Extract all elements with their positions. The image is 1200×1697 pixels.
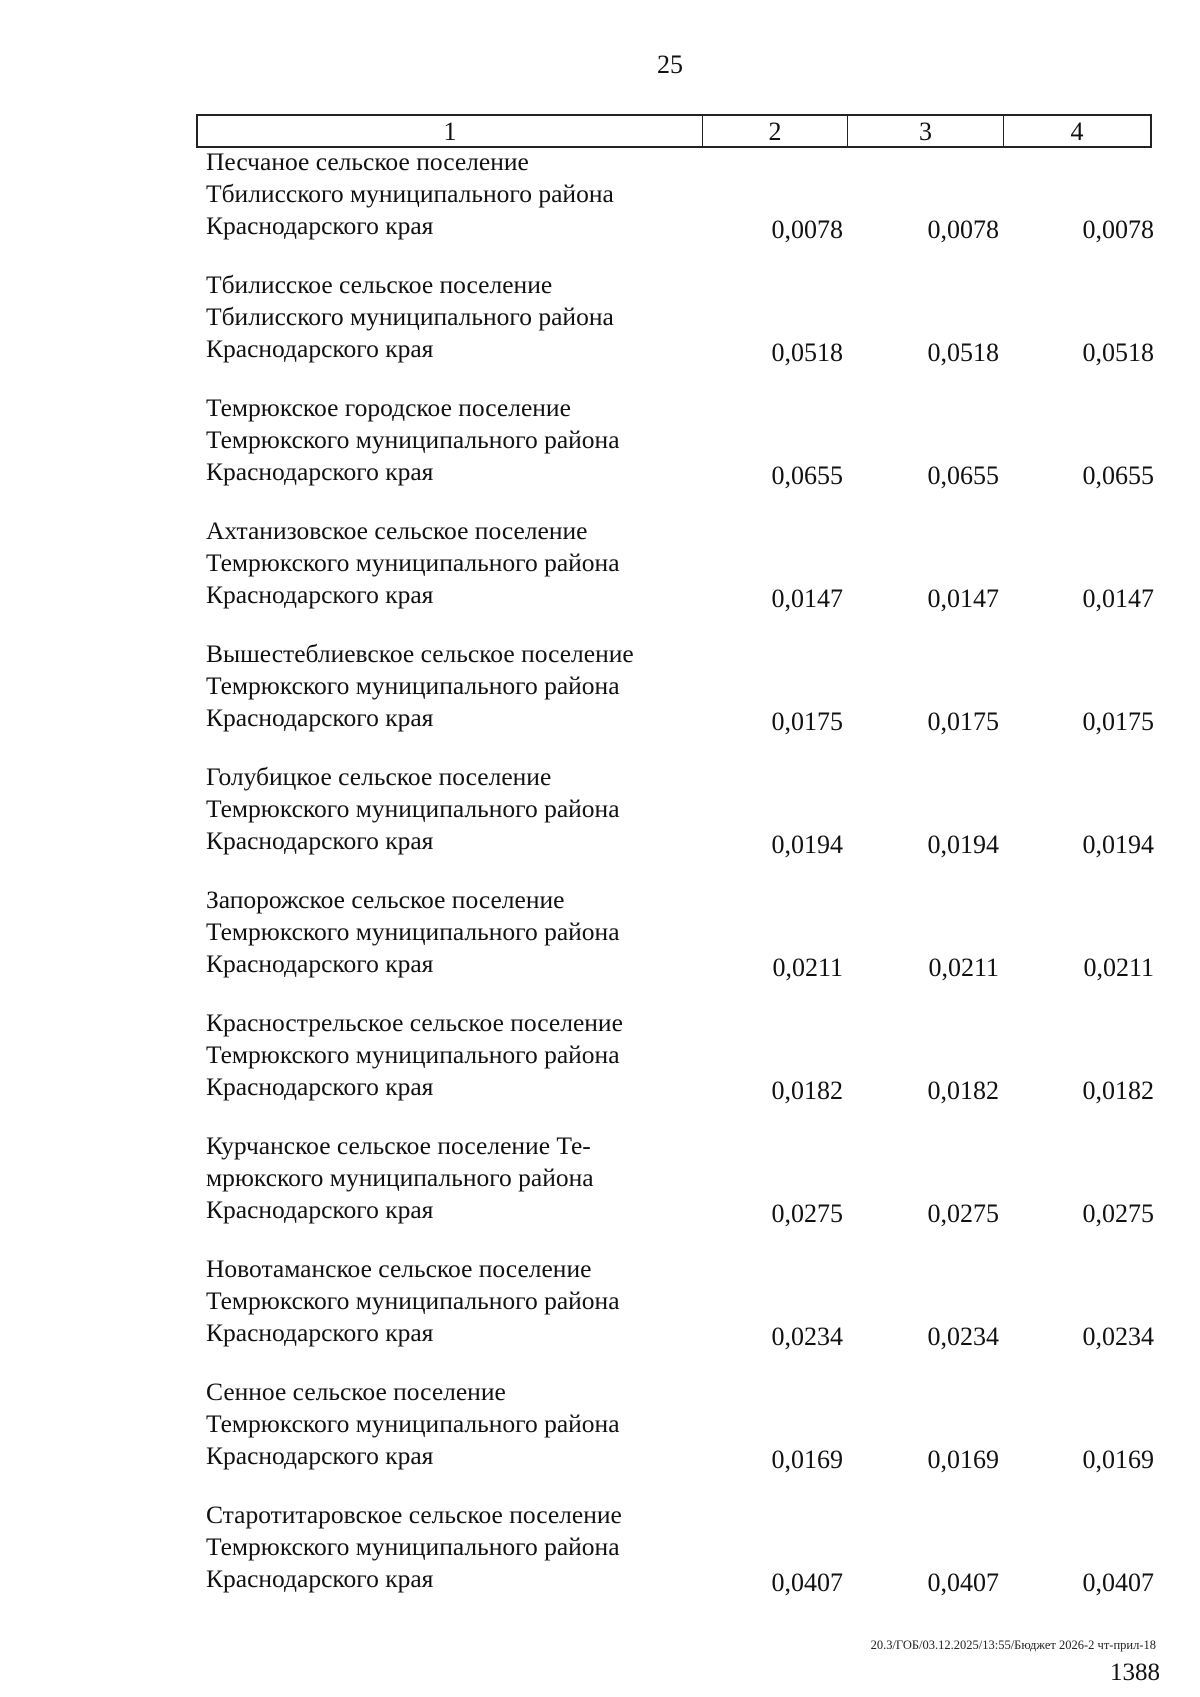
municipality-name-line: Темрюкского муниципального района [206, 1286, 620, 1315]
value-column-2: 0,0234 [771, 1322, 843, 1351]
value-column-2: 0,0211 [772, 953, 843, 982]
value-column-4: 0,0211 [1083, 953, 1154, 982]
value-column-2: 0,0078 [771, 215, 843, 244]
municipality-name-line: Краснодарского края [206, 211, 434, 240]
value-column-3: 0,0518 [927, 338, 999, 367]
municipality-name-line: Темрюкского муниципального района [206, 1409, 620, 1438]
municipality-name-line: Ахтанизовское сельское поселение [206, 516, 588, 545]
municipality-name-line: Темрюкского муниципального района [206, 794, 620, 823]
value-column-4: 0,0518 [1082, 338, 1154, 367]
value-column-4: 0,0407 [1082, 1568, 1154, 1597]
municipality-name-line: Краснодарского края [206, 580, 434, 609]
table-row [206, 1499, 1156, 1622]
municipality-name [206, 269, 706, 365]
value-column-3: 0,0194 [927, 830, 999, 859]
value-column-3: 0,0078 [927, 215, 999, 244]
municipality-name-line: Песчаное сельское поселение [206, 147, 529, 176]
value-column-4: 0,0078 [1082, 215, 1154, 244]
table-header [196, 114, 1152, 148]
value-column-3: 0,0407 [927, 1568, 999, 1597]
table-row [206, 515, 1156, 638]
table-row [206, 1253, 1156, 1376]
header-cell-3: 3 [848, 116, 1004, 146]
municipality-name-line: Краснодарского края [206, 949, 434, 978]
value-column-2: 0,0518 [771, 338, 843, 367]
municipality-name-line: Краснодарского края [206, 1072, 434, 1101]
value-column-2: 0,0182 [771, 1076, 843, 1105]
municipality-name-line: Краснодарского края [206, 457, 434, 486]
municipality-name-line: Тбилисское сельское поселение [206, 270, 553, 299]
value-column-4: 0,0194 [1082, 830, 1154, 859]
value-column-2: 0,0194 [771, 830, 843, 859]
municipality-name-line: Запорожское сельское поселение [206, 885, 565, 914]
value-column-3: 0,0182 [927, 1076, 999, 1105]
municipality-name-line: Краснострельское сельское поселение [206, 1008, 623, 1037]
municipality-name [206, 761, 706, 857]
municipality-name-line: Краснодарского края [206, 1195, 434, 1224]
municipality-name-line: Темрюкское городское поселение [206, 393, 571, 422]
municipality-name [206, 392, 706, 488]
value-column-2: 0,0169 [771, 1445, 843, 1474]
municipality-name-line: Тбилисского муниципального района [206, 179, 614, 208]
value-column-3: 0,0175 [927, 707, 999, 736]
municipality-name-line: Темрюкского муниципального района [206, 425, 620, 454]
page-number: 25 [657, 50, 683, 79]
municipality-name-line: Краснодарского края [206, 1318, 434, 1347]
value-column-3: 0,0234 [927, 1322, 999, 1351]
value-column-3: 0,0655 [927, 461, 999, 490]
municipality-name [206, 515, 706, 611]
municipality-name-line: Темрюкского муниципального района [206, 671, 620, 700]
municipality-name-line: Краснодарского края [206, 826, 434, 855]
municipality-name [206, 638, 706, 734]
document-code: 20.3/ГОБ/03.12.2025/13:55/Бюджет 2026-2 чт-прил-18 [870, 1638, 1156, 1652]
municipality-name [206, 1376, 706, 1472]
municipality-name [206, 1007, 706, 1103]
municipality-name-line: Сенное сельское поселение [206, 1377, 506, 1406]
value-column-2: 0,0175 [771, 707, 843, 736]
municipality-name-line: Темрюкского муниципального района [206, 917, 620, 946]
municipality-name-line: Темрюкского муниципального района [206, 1040, 620, 1069]
table-row [206, 1130, 1156, 1253]
municipality-name-line: Старотитаровское сельское поселение [206, 1500, 622, 1529]
municipality-name-line: Курчанское сельское поселение Те- [206, 1131, 591, 1160]
value-column-3: 0,0147 [927, 584, 999, 613]
municipality-name-line: Темрюкского муниципального района [206, 548, 620, 577]
header-cell-1: 1 [198, 116, 703, 146]
value-column-2: 0,0147 [771, 584, 843, 613]
table-row [206, 884, 1156, 1007]
header-cell-4: 4 [1070, 117, 1084, 146]
value-column-3: 0,0275 [927, 1199, 999, 1228]
value-column-2: 0,0275 [771, 1199, 843, 1228]
value-column-4: 0,0175 [1082, 707, 1154, 736]
municipality-name-line: Голубицкое сельское поселение [206, 762, 552, 791]
municipality-name [206, 884, 706, 980]
value-column-4: 0,0275 [1082, 1199, 1154, 1228]
municipality-name-line: Краснодарского края [206, 334, 434, 363]
municipality-name [206, 1130, 706, 1226]
table-row [206, 761, 1156, 884]
value-column-4: 0,0655 [1082, 461, 1154, 490]
table-row [206, 1007, 1156, 1130]
sheet-number: 1388 [1110, 1659, 1160, 1686]
value-column-3: 0,0169 [927, 1445, 999, 1474]
header-cell-2: 2 [703, 116, 848, 146]
municipality-name-line: Краснодарского края [206, 703, 434, 732]
value-column-4: 0,0169 [1082, 1445, 1154, 1474]
municipality-name-line: Краснодарского края [206, 1564, 434, 1593]
value-column-4: 0,0182 [1082, 1076, 1154, 1105]
municipality-name [206, 146, 706, 242]
table-row [206, 146, 1156, 269]
table-body [206, 146, 1156, 1622]
value-column-2: 0,0655 [771, 461, 843, 490]
value-column-3: 0,0211 [928, 953, 999, 982]
municipality-name [206, 1499, 706, 1595]
municipality-name-line: Тбилисского муниципального района [206, 302, 614, 331]
value-column-4: 0,0147 [1082, 584, 1154, 613]
table-row [206, 1376, 1156, 1499]
value-column-4: 0,0234 [1082, 1322, 1154, 1351]
municipality-name-line: Вышестеблиевское сельское поселение [206, 639, 634, 668]
municipality-name-line: Новотаманское сельское поселение [206, 1254, 592, 1283]
municipality-name-line: Краснодарского края [206, 1441, 434, 1470]
municipality-name [206, 1253, 706, 1349]
value-column-2: 0,0407 [771, 1568, 843, 1597]
municipality-name-line: мрюкского муниципального района [206, 1163, 594, 1192]
municipality-name-line: Темрюкского муниципального района [206, 1532, 620, 1561]
table-row [206, 269, 1156, 392]
table-row [206, 392, 1156, 515]
table-row [206, 638, 1156, 761]
